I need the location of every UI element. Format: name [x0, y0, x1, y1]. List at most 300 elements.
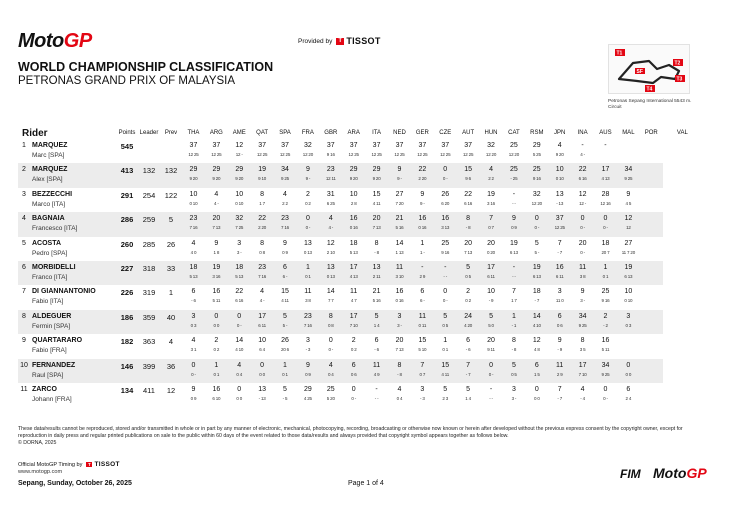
race-split: 0 1 — [442, 347, 449, 353]
column-header: AUS — [599, 130, 612, 136]
race-cell — [342, 285, 365, 309]
race-points — [617, 139, 640, 151]
race-cell — [617, 383, 640, 407]
rider-surname: FERNANDEZ — [32, 361, 76, 369]
race-cell — [251, 139, 274, 163]
rider-firstname: Pedro [SPA] — [32, 249, 68, 257]
race-points: 0 — [191, 361, 196, 369]
rider-points: 182 — [120, 337, 134, 347]
race-points: 12 — [532, 337, 541, 345]
race-split: 2 10 — [326, 249, 335, 255]
race-cell — [251, 285, 274, 309]
column-header: SPA — [279, 130, 291, 136]
race-cell — [205, 285, 228, 309]
race-split: 7 16 — [281, 225, 289, 231]
race-points: 11 — [556, 361, 564, 369]
race-split: 9 25 — [578, 322, 587, 328]
race-split — [640, 224, 663, 225]
race-cell — [205, 310, 228, 334]
race-points: 37 — [349, 142, 358, 149]
race-split: 9 20 — [555, 152, 564, 157]
race-split: 2 8 — [350, 200, 357, 206]
race-points: 32 — [487, 142, 495, 149]
page-title: WORLD CHAMPIONSHIP CLASSIFICATION — [18, 60, 274, 74]
rider-firstname: Fabio [FRA] — [32, 347, 67, 355]
race-points: 3 — [511, 385, 516, 393]
race-split: 5 11 — [212, 298, 221, 304]
race-cell — [205, 212, 228, 236]
rider-surname: MARQUEZ — [32, 166, 68, 174]
race-points: - — [512, 190, 516, 198]
race-cell — [480, 285, 503, 309]
race-split: 0 0 — [259, 371, 265, 377]
race-points: 20 — [464, 239, 473, 247]
race-points — [640, 334, 663, 346]
race-split: 0 - — [442, 298, 448, 304]
race-cell — [411, 334, 434, 358]
race-split: 0 7 — [488, 225, 494, 231]
race-points: 16 — [395, 288, 404, 296]
race-split: 12 — [626, 225, 631, 231]
race-points: 3 — [626, 312, 631, 320]
race-split — [640, 371, 663, 372]
race-split: 0 1 — [602, 273, 609, 279]
race-cell — [365, 285, 388, 309]
race-points: 17 — [349, 263, 358, 271]
race-cell — [480, 383, 503, 407]
race-split: 0 6 — [350, 371, 357, 377]
race-points: 37 — [326, 142, 335, 149]
race-cell — [228, 310, 251, 334]
rider-points: 226 — [120, 288, 134, 298]
race-split: 3 - — [511, 395, 517, 401]
race-split: 7 13 — [372, 225, 381, 231]
race-cell — [365, 261, 388, 285]
rider-surname: ALDEGUER — [32, 312, 72, 320]
circuit-caption: Petronas Sepang International 5543 m. Circuit — [608, 99, 692, 110]
race-split: 0 16 — [395, 298, 404, 304]
race-points: 12 — [578, 190, 587, 198]
rider-position: 8 — [18, 310, 30, 334]
race-cell — [182, 163, 205, 187]
rider-surname: MARQUEZ — [32, 142, 68, 149]
race-split: 7 13 — [464, 249, 473, 255]
race-cell — [274, 359, 297, 383]
race-split: 9 20 — [349, 176, 358, 182]
race-split — [617, 151, 640, 152]
race-split: 12 - — [235, 152, 243, 157]
race-points: 34 — [578, 312, 587, 320]
race-points: 34 — [281, 166, 289, 174]
tissot-logo: T TISSOT — [336, 36, 380, 46]
race-cell — [296, 139, 319, 163]
race-points: 11 — [304, 288, 312, 296]
race-points: 12 — [624, 215, 633, 223]
race-split — [640, 322, 663, 323]
race-split: 0 13 — [326, 273, 335, 279]
race-cell — [548, 163, 571, 187]
race-points: 1 — [420, 239, 425, 247]
race-points: 37 — [464, 142, 473, 149]
race-cell — [571, 383, 594, 407]
race-cell — [617, 188, 640, 212]
race-points: 29 — [235, 166, 244, 174]
race-cell — [571, 310, 594, 334]
race-split: 5 10 — [418, 347, 427, 353]
race-cell — [571, 163, 594, 187]
race-split: 6 4 — [259, 347, 265, 353]
rider-points: 146 — [116, 359, 138, 383]
race-cell — [228, 334, 251, 358]
race-split: 4 0 — [190, 249, 197, 255]
race-points: 1 — [603, 263, 608, 271]
rider-row — [18, 359, 702, 383]
race-split: 12 25 — [394, 152, 405, 157]
marker-label: T3 — [676, 76, 683, 83]
race-points: 29 — [372, 166, 381, 174]
gap-to-leader: 254 — [142, 190, 156, 200]
race-split: 2 11 — [372, 273, 381, 279]
race-cell — [228, 261, 251, 285]
race-points: 22 — [464, 190, 473, 198]
race-split: - 1 — [511, 322, 517, 328]
race-split: 6 - — [420, 298, 425, 304]
race-points: 3 — [420, 385, 425, 393]
race-cell — [434, 383, 457, 407]
race-split: 0 - — [488, 371, 494, 377]
race-points: 7 — [420, 361, 425, 369]
rider-name-cell — [30, 237, 116, 261]
race-cell — [342, 237, 365, 261]
race-cell — [228, 212, 251, 236]
rider-position: 3 — [22, 190, 26, 198]
race-points — [640, 163, 663, 175]
gap-to-leader: 359 — [138, 310, 160, 334]
race-split: 11 7 20 — [621, 249, 635, 255]
race-points: 7 — [466, 361, 471, 369]
race-points: 15 — [441, 361, 450, 369]
race-cell — [388, 212, 411, 236]
rider-surname: QUARTARARO — [32, 337, 83, 345]
race-points: 7 — [489, 215, 493, 223]
rider-position: 1 — [22, 142, 26, 149]
race-split: 6 11 — [258, 322, 266, 328]
race-split: 0 16 — [349, 225, 358, 231]
race-points: 17 — [349, 312, 358, 320]
race-points: 18 — [601, 239, 610, 247]
race-split: 9 25 — [624, 176, 633, 182]
race-split — [640, 297, 663, 298]
race-split: 12 25 — [188, 152, 199, 157]
rider-firstname: Fabio [ITA] — [32, 298, 64, 306]
race-cell — [182, 285, 205, 309]
race-cell — [228, 139, 251, 163]
race-split: 1 7 — [511, 298, 517, 304]
race-cell — [640, 188, 663, 212]
race-points: 15 — [464, 166, 473, 174]
race-split: 9 16 — [601, 298, 610, 304]
gap-to-previous: 122 — [164, 190, 178, 200]
rider-name-cell — [30, 188, 116, 212]
race-cell — [182, 212, 205, 236]
race-points: 1 — [443, 337, 448, 345]
race-split: 0 5 — [511, 371, 517, 377]
race-split: 4 9 — [373, 371, 380, 377]
race-points: 1 — [214, 361, 219, 369]
race-split: 0 2 — [213, 347, 220, 353]
race-cell — [296, 310, 319, 334]
race-cell — [480, 139, 503, 163]
race-cell — [525, 139, 548, 163]
race-cell — [571, 359, 594, 383]
race-split: 6 - — [282, 273, 288, 279]
race-split: 12 16 — [600, 200, 611, 206]
race-points: 37 — [395, 142, 404, 149]
race-points: 20 — [212, 215, 221, 223]
race-cell — [205, 359, 228, 383]
race-split: 4 13 — [601, 176, 610, 182]
race-cell — [434, 334, 457, 358]
race-points: 2 — [603, 312, 608, 320]
race-points: 8 — [260, 239, 265, 247]
race-split: 0 7 — [419, 371, 426, 377]
race-split: 1 4 — [373, 322, 380, 328]
race-cell — [548, 261, 571, 285]
rider-position: 9 — [22, 337, 26, 345]
race-cell — [388, 261, 411, 285]
race-cell — [342, 334, 365, 358]
race-cell — [182, 334, 205, 358]
rider-name-cell — [30, 285, 116, 309]
race-points: 37 — [555, 215, 564, 223]
column-header: Leader — [139, 130, 159, 136]
page-subtitle: PETRONAS GRAND PRIX OF MALAYSIA — [18, 75, 236, 87]
rider-surname: DI GIANNANTONIO — [32, 288, 96, 296]
race-cell — [640, 285, 663, 309]
race-points: 20 — [487, 337, 495, 345]
race-split: - - — [489, 395, 493, 401]
race-cell — [319, 310, 342, 334]
marker-label: T2 — [674, 60, 681, 67]
race-points: 29 — [349, 166, 358, 174]
race-cell — [205, 188, 228, 212]
race-split: 2 2 — [282, 200, 288, 206]
race-cell — [617, 261, 640, 285]
race-points: 13 — [258, 385, 267, 393]
race-split: - 9 — [557, 347, 563, 353]
race-cell — [205, 237, 228, 261]
race-cell — [640, 310, 663, 334]
race-points: 8 — [260, 190, 265, 198]
race-points: 10 — [349, 190, 358, 198]
race-split — [640, 273, 663, 274]
race-cell — [594, 139, 617, 163]
rider-row — [18, 285, 702, 309]
gap-to-previous: 5 — [160, 212, 182, 236]
race-points: 18 — [532, 288, 541, 296]
race-split: 12 25 — [256, 152, 268, 157]
race-cell — [228, 383, 251, 407]
website-link[interactable]: www.motogp.com — [18, 469, 63, 475]
race-points: 0 — [489, 361, 493, 369]
race-cell — [274, 261, 297, 285]
race-points: 10 — [235, 190, 244, 198]
race-cell — [342, 212, 365, 236]
race-cell — [434, 310, 457, 334]
race-points: 10 — [555, 166, 564, 174]
race-split: 3 8 — [305, 298, 311, 304]
race-split: 1 4 — [465, 395, 471, 401]
race-points: 11 — [578, 263, 587, 271]
race-cell — [319, 212, 342, 236]
race-cell — [296, 188, 319, 212]
rider-name-cell — [30, 310, 116, 334]
race-points: 4 — [191, 239, 196, 247]
race-cell — [594, 334, 617, 358]
column-header: Prev — [164, 130, 178, 136]
race-points: 15 — [372, 190, 381, 198]
race-split: 1 13 — [395, 249, 404, 255]
race-split: 0 - — [351, 395, 356, 401]
race-points: 20 — [395, 337, 404, 345]
rider-firstname: Johann [FRA] — [32, 395, 72, 403]
race-split: 0 10 — [235, 200, 244, 206]
race-cell — [251, 237, 274, 261]
race-points: 4 — [397, 385, 402, 393]
race-cell — [548, 188, 571, 212]
rider-row — [18, 310, 702, 334]
race-points: 8 — [328, 312, 333, 320]
race-cell — [388, 310, 411, 334]
race-cell — [617, 163, 640, 187]
column-header: NED — [393, 130, 406, 136]
race-cell — [502, 359, 525, 383]
race-split: 7 16 — [303, 322, 312, 328]
race-cell — [640, 139, 663, 163]
race-split: 1 - — [420, 249, 425, 255]
race-split: - 3 — [420, 395, 425, 401]
race-split: 12 25 — [371, 152, 382, 157]
race-cell — [640, 359, 663, 383]
gap-to-leader — [138, 139, 160, 163]
race-points: 23 — [304, 312, 312, 320]
column-header: GBR — [324, 130, 338, 136]
rider-column-header: Rider — [22, 127, 48, 139]
race-split: 4 25 — [303, 395, 312, 401]
rider-name-cell — [30, 139, 116, 163]
race-points: 18 — [235, 263, 244, 271]
race-points: 7 — [511, 288, 516, 296]
race-points: 0 — [580, 215, 585, 223]
race-points: 18 — [349, 239, 358, 247]
race-split: 3 10 — [395, 273, 404, 279]
race-split: 0 9 — [305, 371, 311, 377]
race-points: 4 — [191, 337, 196, 345]
race-points: 6 — [626, 385, 631, 393]
gap-to-previous: 12 — [166, 385, 176, 395]
race-split: 12 25 — [417, 152, 428, 157]
race-cell — [388, 383, 411, 407]
race-split: 12 25 — [463, 152, 474, 157]
race-cell — [640, 261, 663, 285]
race-split: 11 0 — [555, 298, 564, 304]
race-cell — [296, 261, 319, 285]
race-cell — [457, 261, 480, 285]
race-split: 1 5 — [533, 371, 540, 377]
race-points: 5 — [443, 385, 448, 393]
race-split: 3 16 — [212, 273, 221, 279]
race-split: 0 0 — [625, 371, 632, 377]
race-cell — [502, 237, 525, 261]
race-split: 5 20 — [326, 395, 335, 401]
gap-to-previous: 40 — [160, 310, 182, 334]
page-number: Page 1 of 4 — [348, 480, 384, 487]
race-points: 13 — [304, 239, 312, 247]
race-cell — [296, 163, 319, 187]
race-split: 4 - — [259, 298, 265, 304]
race-points: 19 — [532, 263, 541, 271]
race-split: 9 20 — [372, 176, 381, 182]
race-points: 20 — [487, 239, 495, 247]
rider-surname: BEZZECCHI — [32, 190, 73, 198]
rider-position: 7 — [22, 288, 26, 296]
race-points: 1 — [511, 312, 516, 320]
race-cell — [411, 383, 434, 407]
race-cell — [594, 163, 617, 187]
race-points: 9 — [397, 166, 402, 174]
column-header: Points — [118, 130, 136, 136]
race-split: 12 20 — [531, 200, 542, 206]
race-cell — [365, 359, 388, 383]
race-split — [640, 200, 663, 201]
race-split: - 9 — [488, 298, 494, 304]
race-split: 6 13 — [509, 249, 518, 255]
column-header: POR — [644, 130, 658, 136]
race-points: 28 — [601, 190, 610, 198]
race-split: - 7 — [557, 395, 563, 401]
race-points: 19 — [258, 166, 267, 174]
race-cell — [525, 285, 548, 309]
race-cell — [251, 261, 274, 285]
race-split: 9 20 — [189, 176, 198, 182]
rider-name-cell — [30, 359, 116, 383]
race-cell — [594, 261, 617, 285]
race-points: 0 — [328, 337, 333, 345]
race-split: 3 16 — [487, 200, 495, 206]
circuit-map — [608, 44, 690, 94]
race-points: - — [512, 263, 516, 271]
race-split: 7 10 — [349, 322, 358, 328]
race-points: 2 — [305, 190, 310, 198]
classification-table — [18, 127, 702, 407]
race-cell — [502, 383, 525, 407]
race-split: 12 20 — [302, 152, 314, 157]
race-split: 0 0 — [213, 322, 220, 328]
column-header: AME — [232, 130, 246, 136]
race-split: 12 20 — [485, 152, 497, 157]
race-split: 3 - — [236, 249, 242, 255]
rider-surname: MORBIDELLI — [32, 263, 76, 271]
race-split: 2 2 — [488, 176, 494, 182]
column-header: FRA — [301, 130, 314, 136]
race-cell — [411, 237, 434, 261]
rider-firstname: Francesco [ITA] — [32, 225, 78, 233]
race-cell — [251, 188, 274, 212]
race-points: 15 — [281, 288, 289, 296]
race-split: - 8 — [397, 371, 402, 377]
race-cell — [640, 383, 663, 407]
race-split: - 2 — [603, 322, 608, 328]
